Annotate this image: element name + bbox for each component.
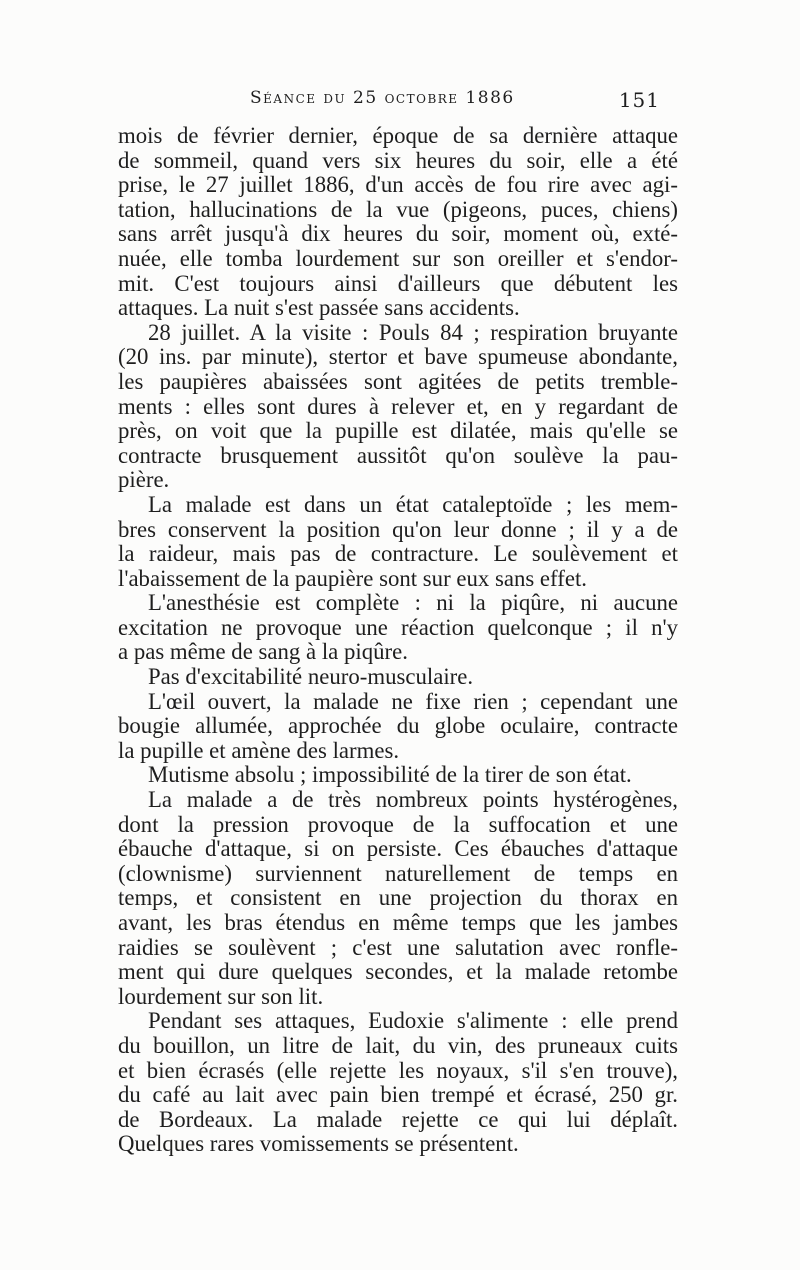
running-title: Séance du 25 octobre 1886 [250,88,515,108]
paragraph [118,321,678,493]
text-line: L'anesthésie est complète : ni la piqûre, ni aucune [148,590,678,616]
text-line: près, on voit que la pupille est dilatée, mais qu'elle se [118,418,678,444]
text-line: et bien écrasés (elle rejette les noyaux, s'il s'en trouve), [118,1057,678,1083]
text-line: Pendant ses attaques, Eudoxie s'alimente : elle prend [148,1008,678,1034]
text-line: prise, le 27 juillet 1886, d'un accès de fou rire avec agi- [118,172,678,198]
text-line: avant, les bras étendus en même temps que les jambes [118,910,678,935]
text-line: L'œil ouvert, la malade ne fixe rien ; cependant une [148,688,678,714]
page-header [250,88,660,116]
text-line: sans arrêt jusqu'à dix heures du soir, moment où, exté- [118,221,678,247]
text-line: mit. C'est toujours ainsi d'ailleurs que débutent les [118,270,678,296]
text-line: attaques. La nuit s'est passée sans accidents. [118,295,520,321]
paragraph [118,1009,678,1157]
text-line: La malade a de très nombreux points hystérogènes, [148,787,678,813]
text-line: pière. [118,467,170,493]
text-line: l'abaissement de la paupière sont sur eux sans effet. [118,565,587,591]
text-line: ments : elles sont dures à relever et, en y regardant de [118,393,678,419]
text-line: ment qui dure quelques secondes, et la malade retombe [118,959,678,985]
text-line: excitation ne provoque une réaction quelconque ; il n'y [118,614,678,640]
text-line: raidies se soulèvent ; c'est une salutation avec ronfle- [118,934,678,960]
text-line: dont la pression provoque de la suffocation et une [118,811,678,837]
page-number: 151 [618,88,660,112]
text-line: Pas d'excitabilité neuro-musculaire. [148,664,474,690]
text-line: (20 ins. par minute), stertor et bave spumeuse abondante, [118,344,678,370]
text-line: (clownisme) surviennent naturellement de temps en [118,860,678,886]
text-line: Mutisme absolu ; impossibilité de la tirer de son état. [148,762,632,788]
text-line: de sommeil, quand vers six heures du soir, elle a été [118,147,678,173]
text-line: La malade est dans un état cataleptoïde ; les mem- [148,491,678,517]
text-line: la raideur, mais pas de contracture. Le soulèvement et [118,541,678,567]
text-line: bougie allumée, approchée du globe oculaire, contracte [118,713,678,739]
paragraph [118,493,678,591]
text-line: lourdement sur son lit. [118,983,324,1009]
text-line: de Bordeaux. La malade rejette ce qui lui déplaît. [118,1106,678,1132]
paragraph [118,665,678,690]
text-line: les paupières abaissées sont agitées de petits tremble- [118,368,678,394]
body-text [118,124,678,1157]
paragraph [118,591,678,665]
text-line: mois de février dernier, époque de sa dernière attaque [118,123,678,148]
text-line: du bouillon, un litre de lait, du vin, des pruneaux cuits [118,1032,678,1058]
text-line: Quelques rares vomissements se présentent. [118,1131,519,1157]
text-line: tation, hallucinations de la vue (pigeons, puces, chiens) [118,196,678,222]
text-line: temps, et consistent en une projection du thorax en [118,885,678,911]
text-line: nuée, elle tomba lourdement sur son oreiller et s'endor- [118,245,678,271]
text-line: bres conservent la position qu'on leur donne ; il y a de [118,516,678,542]
text-line: ébauche d'attaque, si on persiste. Ces ébauches d'attaque [118,836,678,862]
paragraph [118,690,678,764]
text-line: la pupille et amène des larmes. [118,737,400,763]
text-line: a pas même de sang à la piqûre. [118,639,408,665]
paragraph [118,788,678,1009]
text-line: du café au lait avec pain bien trempé et écrasé, 250 gr. [118,1082,678,1108]
paragraph [118,124,678,321]
text-line: contracte brusquement aussitôt qu'on soulève la pau- [118,442,678,468]
text-line: 28 juillet. A la visite : Pouls 84 ; respiration bruyante [148,319,678,345]
paragraph [118,763,678,788]
